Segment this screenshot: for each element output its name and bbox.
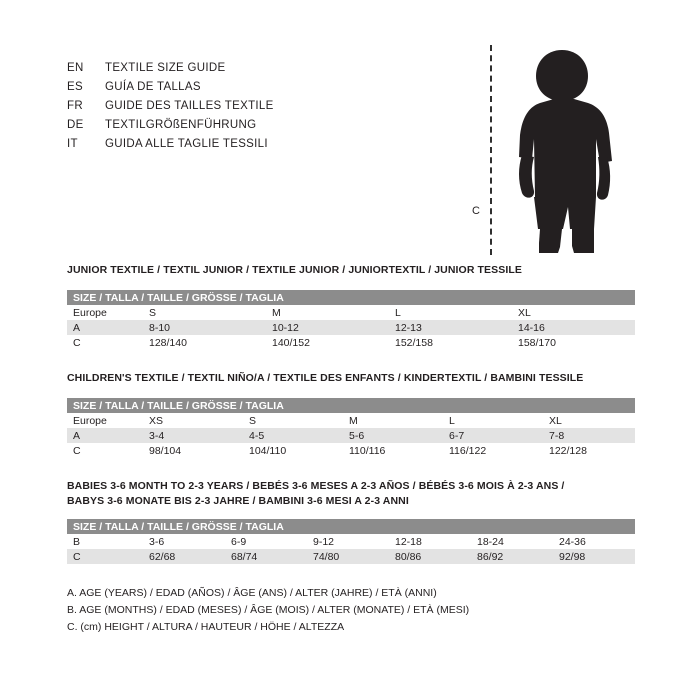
cell: 122/128 (549, 443, 635, 458)
language-title: GUÍA DE TALLAS (105, 81, 201, 93)
row-label: B (67, 534, 149, 549)
section-title-junior: JUNIOR TEXTILE / TEXTIL JUNIOR / TEXTILE JUNIOR / JUNIORTEXTIL / JUNIOR TESSILE (67, 264, 522, 276)
cell: XL (518, 305, 635, 320)
table-row (67, 413, 635, 428)
footnote-b: B. AGE (MONTHS) / EDAD (MESES) / ÂGE (MOIS) / ALTER (MONATE) / ETÀ (MESI) (67, 604, 470, 616)
footnote-c: C. (cm) HEIGHT / ALTURA / HAUTEUR / HÖHE / ALTEZZA (67, 621, 345, 633)
table-row (67, 335, 635, 350)
section-title-children: CHILDREN'S TEXTILE / TEXTIL NIÑO/A / TEXTILE DES ENFANTS / KINDERTEXTIL / BAMBINI TESSILE (67, 372, 584, 384)
cell: L (395, 305, 518, 320)
section-title-babies (67, 479, 564, 509)
table-header-label: SIZE / TALLA / TAILLE / GRÖSSE / TAGLIA (67, 398, 635, 413)
footnote-a: A. AGE (YEARS) / EDAD (AÑOS) / ÂGE (ANS) / ALTER (JAHRE) / ETÀ (ANNI) (67, 587, 437, 599)
figure-area (472, 45, 652, 260)
language-code: ES (67, 81, 83, 93)
language-row (67, 81, 487, 100)
cell: L (449, 413, 549, 428)
row-label: A (67, 428, 149, 443)
table-header-row (67, 519, 635, 534)
table-row (67, 534, 635, 549)
cell: 8-10 (149, 320, 272, 335)
cell: 3-6 (149, 534, 231, 549)
language-title: GUIDE DES TAILLES TEXTILE (105, 100, 274, 112)
babies-size-table (67, 519, 635, 564)
junior-size-table (67, 290, 635, 350)
cell: 18-24 (477, 534, 559, 549)
child-silhouette-icon (510, 47, 630, 262)
language-title: GUIDA ALLE TAGLIE TESSILI (105, 138, 268, 150)
cell: 5-6 (349, 428, 449, 443)
height-indicator-label: C (472, 205, 480, 217)
cell: 92/98 (559, 549, 635, 564)
language-title: TEXTILGRÖßENFÜHRUNG (105, 119, 257, 131)
cell: M (349, 413, 449, 428)
table-header-label: SIZE / TALLA / TAILLE / GRÖSSE / TAGLIA (67, 519, 635, 534)
section-title-babies-line2: BABYS 3-6 MONATE BIS 2-3 JAHRE / BAMBINI 3-6 MESI A 2-3 ANNI (67, 495, 409, 507)
cell: 74/80 (313, 549, 395, 564)
table-row (67, 549, 635, 564)
language-title-block (67, 62, 487, 157)
footnotes (67, 585, 469, 636)
cell: 14-16 (518, 320, 635, 335)
cell: 12-13 (395, 320, 518, 335)
cell: XL (549, 413, 635, 428)
table-header-row (67, 398, 635, 413)
table-row (67, 428, 635, 443)
cell: 62/68 (149, 549, 231, 564)
row-label: Europe (67, 413, 149, 428)
table-row (67, 305, 635, 320)
row-label: C (67, 443, 149, 458)
cell: 3-4 (149, 428, 249, 443)
cell: 116/122 (449, 443, 549, 458)
cell: 158/170 (518, 335, 635, 350)
cell: 9-12 (313, 534, 395, 549)
cell: 110/116 (349, 443, 449, 458)
language-code: FR (67, 100, 83, 112)
language-code: IT (67, 138, 78, 150)
cell: 24-36 (559, 534, 635, 549)
cell: 86/92 (477, 549, 559, 564)
section-title-babies-line1: BABIES 3-6 MONTH TO 2-3 YEARS / BEBÉS 3-6 MESES A 2-3 AÑOS / BÉBÉS 3-6 MOIS À 2-3 ANS / (67, 480, 565, 492)
cell: XS (149, 413, 249, 428)
table-header-row (67, 290, 635, 305)
cell: 10-12 (272, 320, 395, 335)
language-code: DE (67, 119, 84, 131)
row-label: A (67, 320, 149, 335)
row-label: C (67, 549, 149, 564)
cell: 152/158 (395, 335, 518, 350)
language-row (67, 100, 487, 119)
table-header-label: SIZE / TALLA / TAILLE / GRÖSSE / TAGLIA (67, 290, 635, 305)
cell: 12-18 (395, 534, 477, 549)
cell: 6-9 (231, 534, 313, 549)
table-row (67, 443, 635, 458)
height-dashed-line (490, 45, 492, 255)
cell: 4-5 (249, 428, 349, 443)
cell: M (272, 305, 395, 320)
cell: 104/110 (249, 443, 349, 458)
language-title: TEXTILE SIZE GUIDE (105, 62, 226, 74)
language-code: EN (67, 62, 84, 74)
table-row (67, 320, 635, 335)
cell: S (149, 305, 272, 320)
language-row (67, 62, 487, 81)
cell: S (249, 413, 349, 428)
row-label: C (67, 335, 149, 350)
cell: 6-7 (449, 428, 549, 443)
children-size-table (67, 398, 635, 458)
cell: 140/152 (272, 335, 395, 350)
cell: 98/104 (149, 443, 249, 458)
language-row (67, 119, 487, 138)
cell: 68/74 (231, 549, 313, 564)
cell: 128/140 (149, 335, 272, 350)
cell: 7-8 (549, 428, 635, 443)
cell: 80/86 (395, 549, 477, 564)
language-row (67, 138, 487, 157)
row-label: Europe (67, 305, 149, 320)
